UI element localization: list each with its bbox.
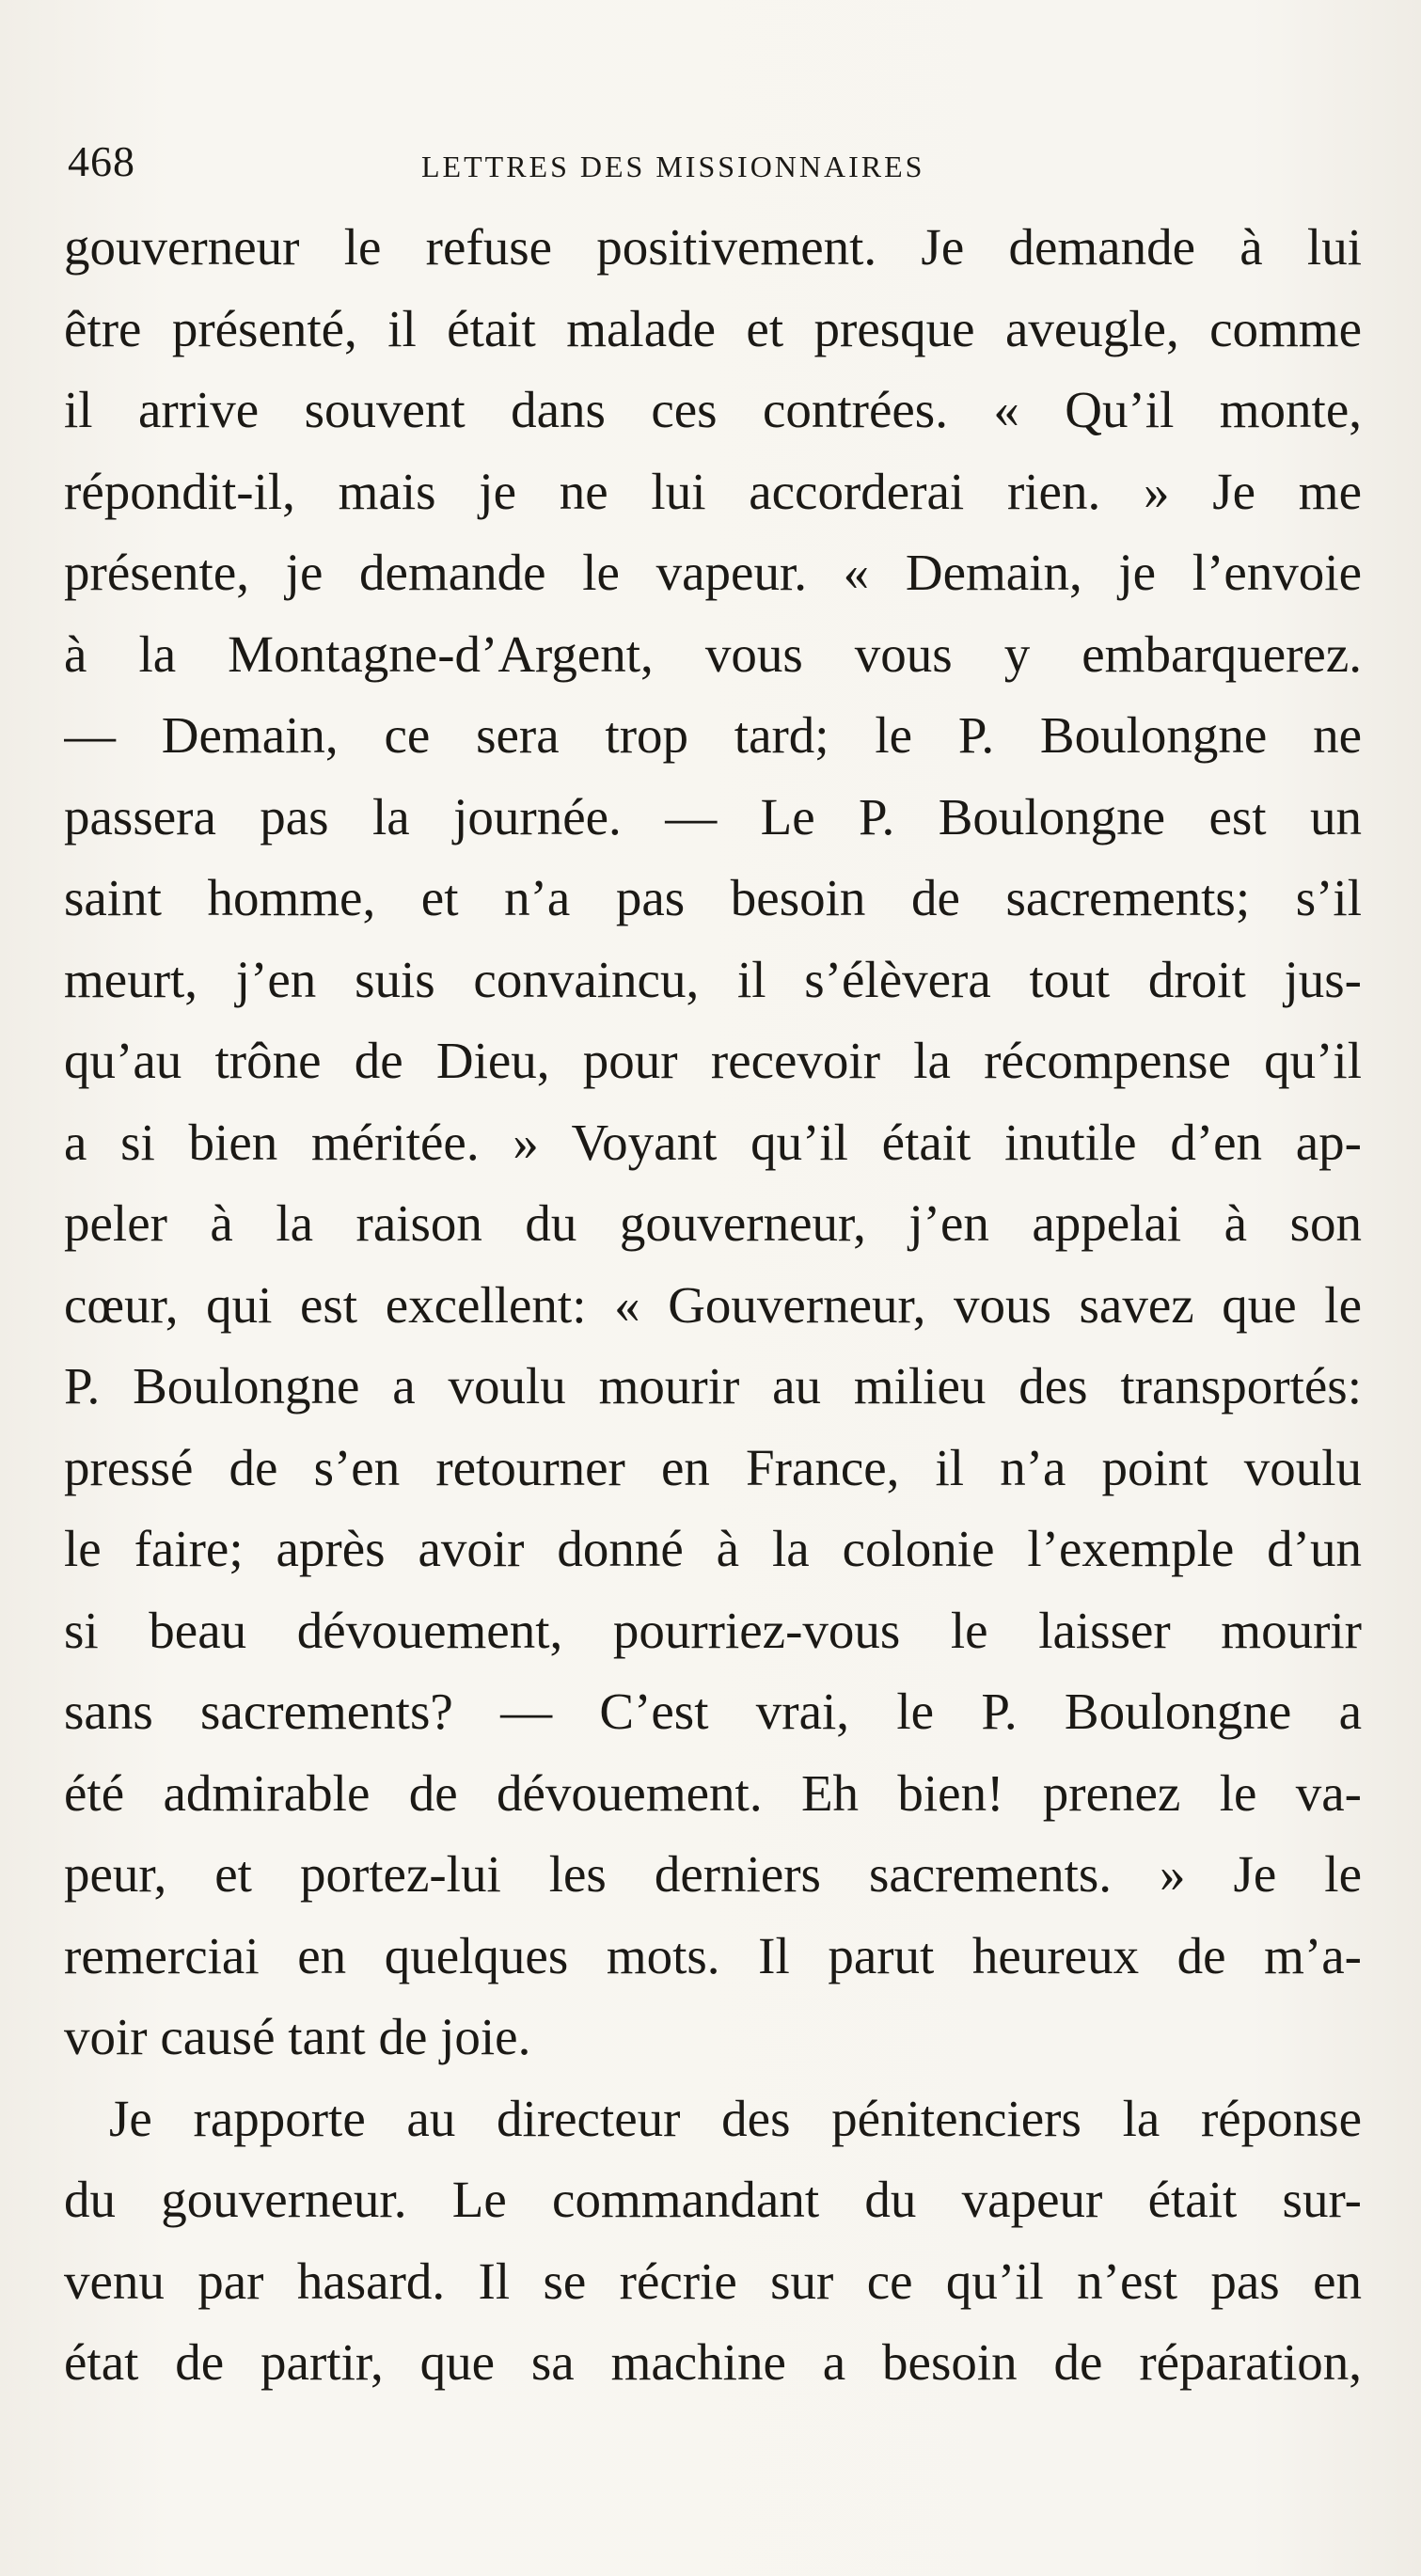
text-line: état de partir, que sa machine a besoin de réparation, (64, 2333, 1362, 2391)
text-line: du gouverneur. Le commandant du vapeur était sur- (64, 2171, 1362, 2228)
text-line: qu’au trône de Dieu, pour recevoir la récompense qu’il (64, 1032, 1362, 1089)
text-line: venu par hasard. Il se récrie sur ce qu’il n’est pas en (64, 2252, 1362, 2310)
text-line: peler à la raison du gouverneur, j’en appelai à son (64, 1194, 1362, 1252)
text-line: si beau dévouement, pourriez-vous le laisser mourir (64, 1601, 1362, 1659)
text-line: remerciai en quelques mots. Il parut heureux de m’a- (64, 1926, 1362, 1984)
running-head (64, 136, 1362, 193)
text-line: passera pas la journée. — Le P. Boulongne est un (64, 787, 1362, 845)
text-line: peur, et portez-lui les derniers sacrements. » Je le (64, 1845, 1362, 1903)
text-line: répondit-il, mais je ne lui accorderai rien. » Je me (64, 462, 1362, 520)
text-line: à la Montagne-d’Argent, vous vous y embarquerez. (64, 624, 1362, 683)
text-line: pressé de s’en retourner en France, il n’a point voulu (64, 1438, 1362, 1496)
text-line: le faire; après avoir donné à la colonie l’exemple d’un (64, 1520, 1362, 1577)
text-line: a si bien méritée. » Voyant qu’il était inutile d’en ap- (64, 1113, 1362, 1171)
text-line: cœur, qui est excellent: « Gouverneur, vous savez que le (64, 1275, 1362, 1334)
text-line: P. Boulongne a voulu mourir au milieu des transportés: (64, 1357, 1362, 1414)
text-line: présente, je demande le vapeur. « Demain, je l’envoie (64, 544, 1362, 601)
text-line: il arrive souvent dans ces contrées. « Qu’il monte, (64, 381, 1362, 438)
text-line: saint homme, et n’a pas besoin de sacrements; s’il (64, 869, 1362, 926)
text-line: sans sacrements? — C’est vrai, le P. Boulongne a (64, 1683, 1362, 1740)
body-text (64, 207, 1362, 2404)
paragraph-end-line: voir causé tant de joie. (64, 2008, 531, 2065)
running-title: LETTRES DES MISSIONNAIRES (421, 150, 925, 183)
page-number: 468 (68, 137, 135, 185)
text-line: gouverneur le refuse positivement. Je demande à lui (64, 218, 1362, 276)
paragraph-start-line: Je rapporte au directeur des pénitenciers la réponse (109, 2089, 1362, 2147)
text-line: été admirable de dévouement. Eh bien! prenez le va- (64, 1763, 1362, 1822)
text-line: meurt, j’en suis convaincu, il s’élèvera tout droit jus- (64, 950, 1362, 1008)
text-line: — Demain, ce sera trop tard; le P. Boulongne ne (64, 706, 1362, 764)
text-line: être présenté, il était malade et presque aveugle, comme (64, 299, 1362, 357)
